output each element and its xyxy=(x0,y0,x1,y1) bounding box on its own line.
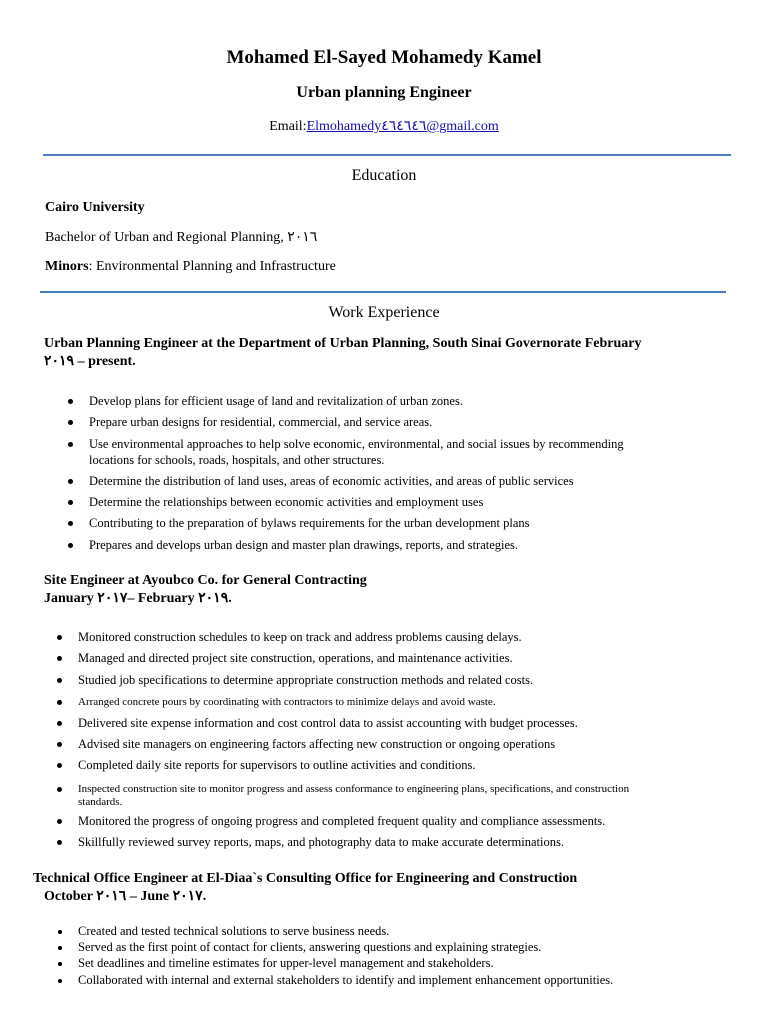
bullet-icon xyxy=(57,656,62,661)
divider-top xyxy=(43,154,731,156)
bullet-icon xyxy=(57,700,62,705)
bullet-icon xyxy=(68,543,73,548)
bullet-icon xyxy=(58,979,62,983)
job3-title: Technical Office Engineer at El-Diaa`s Consulting Office for Engineering and Construction xyxy=(33,871,578,886)
list-item: Prepare urban designs for residential, commercial, and service areas. xyxy=(89,415,729,430)
bullet-icon xyxy=(57,635,62,640)
list-item: Created and tested technical solutions to serve business needs. xyxy=(78,924,718,939)
bullet-icon xyxy=(68,442,73,447)
bullet-icon xyxy=(58,946,62,950)
minors-value: : Environmental Planning and Infrastructure xyxy=(88,259,336,274)
bullet-icon xyxy=(68,420,73,425)
list-item: Prepares and develops urban design and master plan drawings, reports, and strategies. xyxy=(89,538,729,553)
list-item: Managed and directed project site construction, operations, and maintenance activities. xyxy=(78,651,718,666)
bullet-icon xyxy=(68,399,73,404)
job2-title: Site Engineer at Ayoubco Co. for General Contracting xyxy=(44,573,367,588)
bullet-icon xyxy=(57,787,62,792)
list-item-continued: locations for schools, roads, hospitals, and other structures. xyxy=(89,453,385,467)
list-item: Served as the first point of contact for clients, answering questions and explaining strategies. xyxy=(78,940,718,955)
list-item: Set deadlines and timeline estimates for upper-level management and stakeholders. xyxy=(78,956,718,971)
list-item: Studied job specifications to determine appropriate construction methods and related costs. xyxy=(78,673,718,688)
university: Cairo University xyxy=(45,200,145,215)
bullet-icon xyxy=(68,479,73,484)
bullet-icon xyxy=(57,819,62,824)
job1-title: Urban Planning Engineer at the Department of Urban Planning, South Sinai Governorate February xyxy=(44,336,642,351)
bullet-icon xyxy=(57,678,62,683)
email-line xyxy=(0,118,768,135)
bullet-icon xyxy=(57,763,62,768)
list-item: Delivered site expense information and cost control data to assist accounting with budget processes. xyxy=(78,716,718,731)
bullet-icon xyxy=(57,742,62,747)
list-item-continued: standards. xyxy=(78,796,123,808)
bullet-icon xyxy=(57,840,62,845)
minors-label: Minors xyxy=(45,259,89,274)
job2-dates: January ٢٠١٧– February ٢٠١٩. xyxy=(44,591,232,606)
list-item: Advised site managers on engineering factors affecting new construction or ongoing operations xyxy=(78,737,718,752)
list-item: Determine the distribution of land uses, areas of economic activities, and areas of public services xyxy=(89,474,729,489)
email-label: Email: xyxy=(269,119,307,134)
bullet-icon xyxy=(68,500,73,505)
list-item: Inspected construction site to monitor progress and assess conformance to engineering plans, specifications, and construction xyxy=(78,782,718,797)
list-item: Use environmental approaches to help solve economic, environmental, and social issues by recommending xyxy=(89,437,729,452)
list-item: Monitored the progress of ongoing progress and completed frequent quality and compliance assessments. xyxy=(78,814,718,829)
bullet-icon xyxy=(58,962,62,966)
list-item: Completed daily site reports for supervisors to outline activities and conditions. xyxy=(78,758,718,773)
email-link[interactable]: Elmohamedy٤٦٤٦٤٦@gmail.com xyxy=(306,119,499,134)
list-item: Develop plans for efficient usage of land and revitalization of urban zones. xyxy=(89,394,729,409)
education-heading: Education xyxy=(351,167,417,184)
divider-education xyxy=(40,291,726,293)
job3-dates: October ٢٠١٦ – June ٢٠١٧. xyxy=(44,889,207,904)
list-item: Skillfully reviewed survey reports, maps, and photography data to make accurate determinations. xyxy=(78,835,718,850)
bullet-icon xyxy=(58,930,62,934)
list-item: Contributing to the preparation of bylaws requirements for the urban development plans xyxy=(89,516,729,531)
list-item: Determine the relationships between economic activities and employment uses xyxy=(89,495,729,510)
minors-line xyxy=(45,259,336,275)
bullet-icon xyxy=(57,721,62,726)
degree: Bachelor of Urban and Regional Planning, ٢٠١٦ xyxy=(45,230,318,245)
list-item: Collaborated with internal and external stakeholders to identify and implement enhancement opportunities. xyxy=(78,973,718,988)
list-item: Arranged concrete pours by coordinating with contractors to minimize delays and avoid waste. xyxy=(78,695,718,710)
job-title: Urban planning Engineer xyxy=(296,84,472,101)
work-heading: Work Experience xyxy=(328,304,440,321)
list-item: Monitored construction schedules to keep on track and address problems causing delays. xyxy=(78,630,718,645)
bullet-icon xyxy=(68,521,73,526)
job1-dates: ٢٠١٩ – present. xyxy=(44,354,136,369)
candidate-name: Mohamed El-Sayed Mohamedy Kamel xyxy=(226,47,542,68)
